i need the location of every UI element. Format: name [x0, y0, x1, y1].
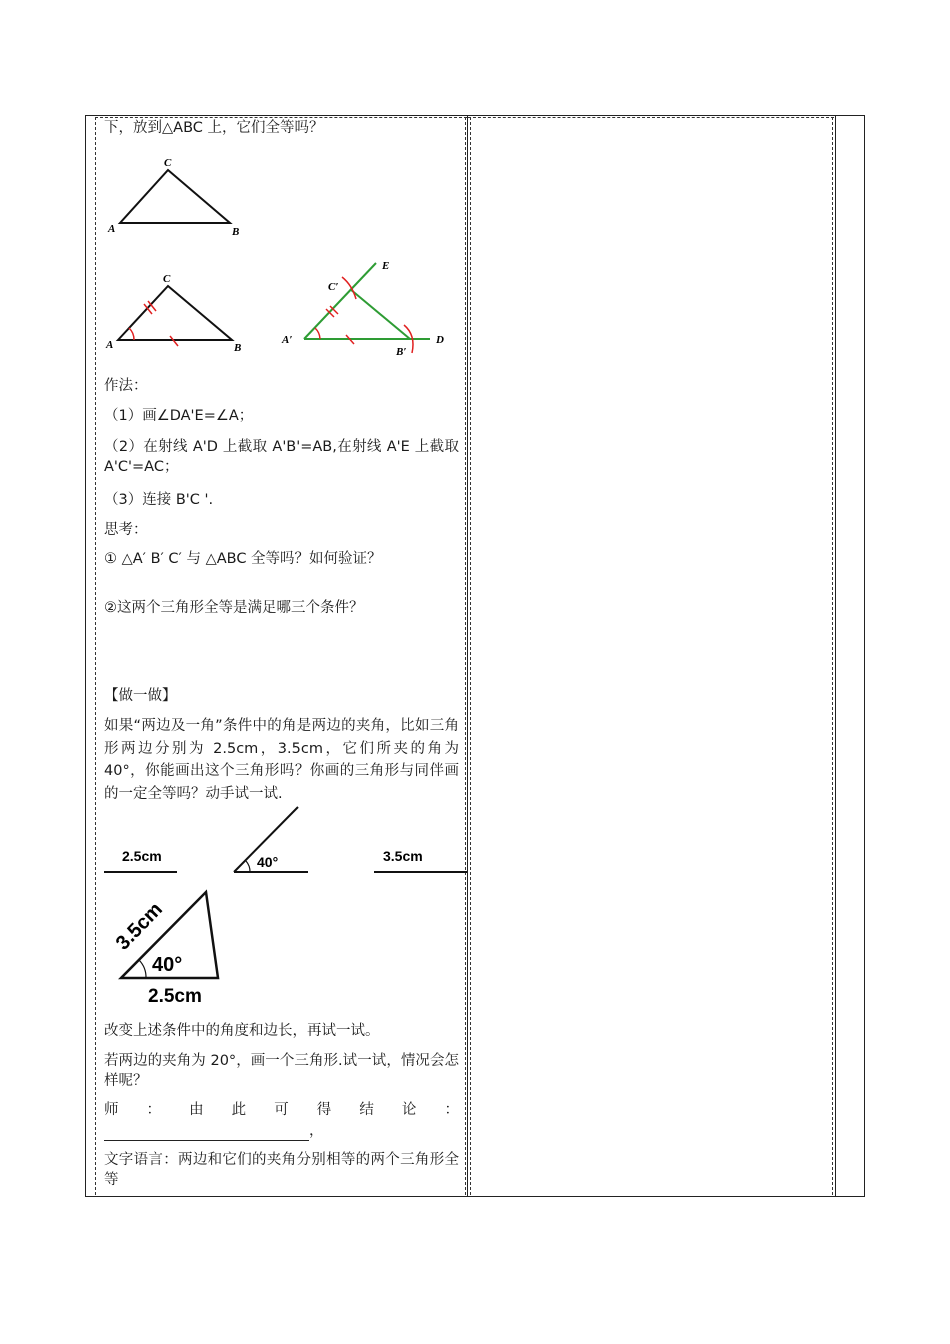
label-c: C [164, 157, 172, 169]
dashed-border-col2 [470, 117, 471, 1195]
given-elements-figure [100, 805, 470, 880]
think-heading: 思考： [104, 522, 148, 538]
change-conditions: 改变上述条件中的角度和边长，再试一试。 [104, 1023, 380, 1039]
dashed-border-right [465, 117, 466, 1195]
intro-line: 下，放到△ABC 上，它们全等吗？ [104, 120, 324, 136]
angle-20-question: 若两边的夹角为 20°，画一个三角形.试一试，情况会怎样呢？ [104, 1053, 459, 1089]
column-divider [467, 115, 468, 1197]
result-slant-label: 3.5cm [111, 898, 167, 955]
dashed-border-left [95, 117, 96, 1195]
segment-2-5-label: 2.5cm [122, 848, 162, 864]
label-b-prime: B′ [396, 346, 407, 358]
result-base-label: 2.5cm [148, 986, 202, 1007]
label-b: B [232, 226, 240, 238]
construction-figure [280, 255, 455, 365]
label-e: E [382, 260, 390, 272]
conclusion-blank-line [104, 1121, 324, 1141]
method-heading: 作法： [104, 378, 148, 394]
triangle-abc-marked-figure [100, 270, 260, 360]
label-a: A [106, 339, 114, 351]
dashed-border-top-col2 [468, 117, 834, 118]
result-angle-label: 40° [152, 954, 183, 976]
text-language: 文字语言：两边和它们的夹角分别相等的两个三角形全等 [104, 1152, 459, 1188]
try-body: 如果“两边及一角”条件中的角是两边的夹角，比如三角形两边分别为 2.5cm，3.5cm，它们所夹的角为 40°，你能画出这个三角形吗？你画的三角形与同伴画的一定全等吗？动手试一试. [104, 718, 459, 802]
step-2: （2）在射线 A'D 上截取 A'B'=AB,在射线 A'E 上截取 A'C'=AC； [104, 439, 459, 475]
label-c-prime: C′ [328, 281, 339, 293]
label-a-prime: A′ [282, 334, 293, 346]
teacher-conclusion: 师 ： 由 此 可 得 结 论 ： [104, 1102, 459, 1118]
fill-in-blank[interactable] [104, 1126, 309, 1141]
think-question-2: ②这两个三角形全等是满足哪三个条件？ [104, 600, 364, 616]
result-triangle-figure [100, 885, 240, 1010]
dashed-border-col2-right [832, 117, 833, 1195]
label-c: C [163, 273, 171, 285]
segment-3-5-label: 3.5cm [383, 848, 423, 864]
label-d: D [436, 334, 444, 346]
triangle-abc-figure [100, 155, 260, 245]
try-heading: 【做一做】 [104, 688, 177, 704]
angle-40-label: 40° [257, 854, 279, 870]
blank-comma: ， [309, 1123, 324, 1139]
label-b: B [234, 342, 242, 354]
column-divider-right [835, 115, 836, 1197]
label-a: A [108, 223, 116, 235]
step-3: （3）连接 B'C '. [104, 492, 214, 508]
think-question-1: ① △A′ B′ C′ 与 △ABC 全等吗？如何验证？ [104, 551, 382, 567]
step-1: （1）画∠DA'E=∠A； [104, 408, 254, 424]
